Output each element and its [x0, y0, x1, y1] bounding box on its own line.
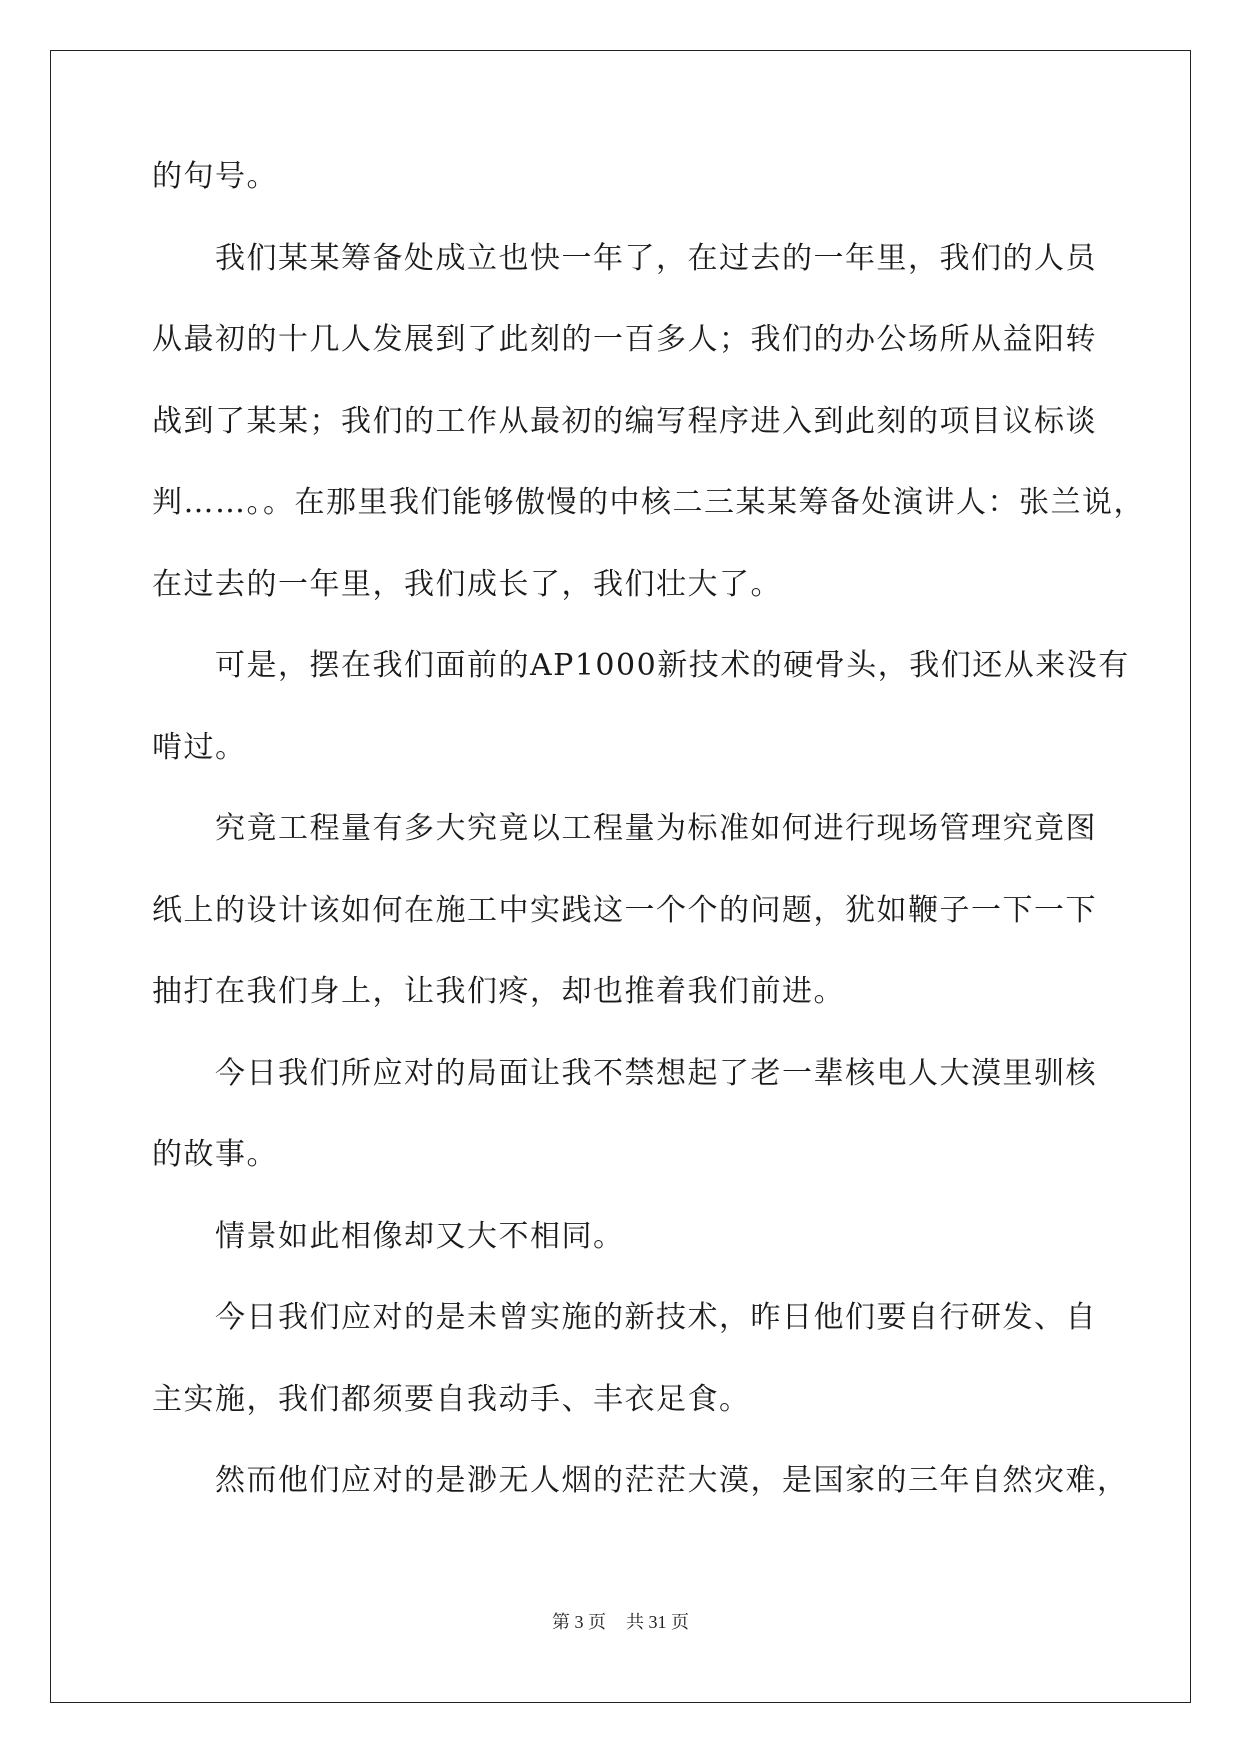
text-line: 究竟工程量有多大究竟以工程量为标准如何进行现场管理究竟图 — [215, 811, 1097, 846]
text-line: 然而他们应对的是渺无人烟的茫茫大漠，是国家的三年自然灾难， — [215, 1463, 1129, 1498]
text-line: 今日我们所应对的局面让我不禁想起了老一辈核电人大漠里驯核 — [215, 1055, 1097, 1091]
text-line: 战到了某某；我们的工作从最初的编写程序进入到此刻的项目议标谈 — [152, 403, 1097, 439]
total-pages: 共 31 页 — [626, 1612, 689, 1632]
text-line: 判……。。在那里我们能够傲慢的中核二三某某筹备处演讲人：张兰说， — [152, 485, 1145, 520]
text-line: 啃过。 — [152, 729, 247, 765]
page-number: 第 3 页 — [552, 1612, 606, 1632]
text-line: 今日我们应对的是未曾实施的新技术，昨日他们要自行研发、自 — [215, 1300, 1097, 1335]
text-line: 我们某某筹备处成立也快一年了，在过去的一年里，我们的人员 — [215, 240, 1097, 276]
document-body — [152, 159, 1145, 1546]
text-line: 主实施，我们都须要自我动手、丰衣足食。 — [152, 1381, 751, 1417]
text-line: 的句号。 — [152, 159, 278, 194]
text-line: 在过去的一年里，我们成长了，我们壮大了。 — [152, 566, 782, 602]
text-line: 可是，摆在我们面前的AP1000新技术的硬骨头，我们还从来没有 — [215, 648, 1130, 683]
text-line: 情景如此相像却又大不相同。 — [215, 1218, 625, 1254]
text-line: 从最初的十几人发展到了此刻的一百多人；我们的办公场所从益阳转 — [152, 322, 1097, 357]
page-footer — [0, 1608, 1241, 1634]
text-line: 的故事。 — [152, 1137, 278, 1172]
text-line: 纸上的设计该如何在施工中实践这一个个的问题，犹如鞭子一下一下 — [152, 892, 1097, 928]
text-line: 抽打在我们身上，让我们疼，却也推着我们前进。 — [152, 974, 845, 1009]
